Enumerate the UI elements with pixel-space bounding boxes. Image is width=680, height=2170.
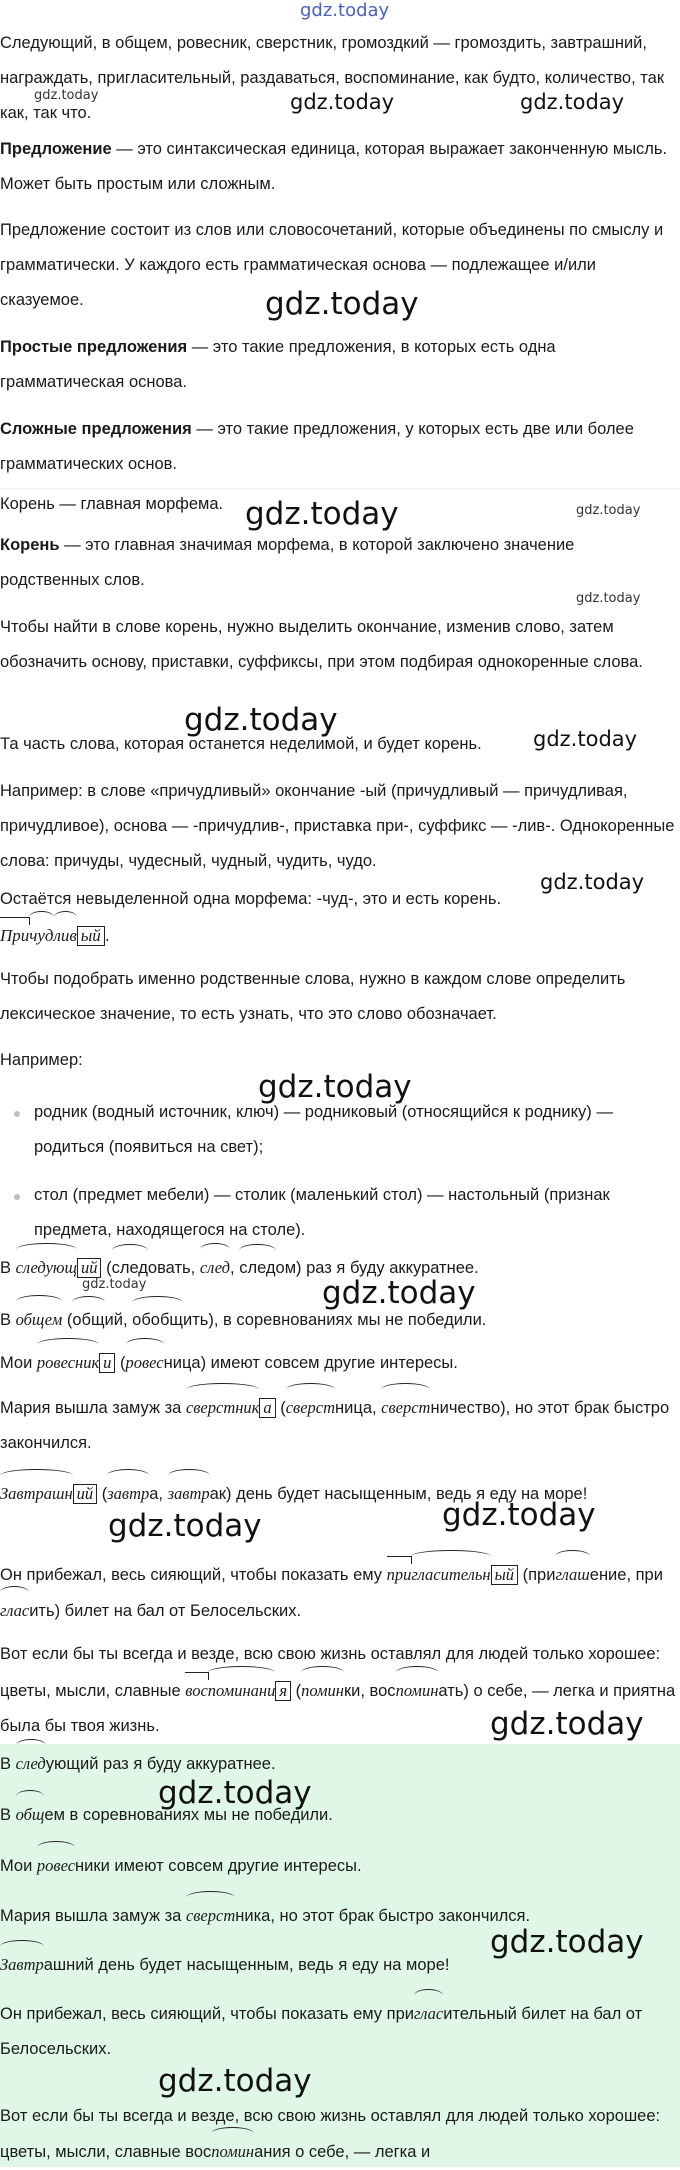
indivisible-rule: Та часть слова, которая останется неделимой, и будет корень. [0,735,482,753]
watermark: gdz.today [490,1924,644,1960]
watermark: gdz.today [34,88,99,103]
bullet-item: стол (предмет мебели) — столик (маленький стол) — настольный (признак предмета, находящегося на столе). [34,1186,610,1239]
answer-sentence-1: В следующий раз я буду аккуратнее. [0,1746,678,1782]
answer-sentence-2: В общем в соревнованиях мы не победили. [0,1797,678,1833]
example-label: Например: [0,1051,83,1069]
watermark: gdz.today [533,727,638,751]
morpheme-parse: Причудлив ый . [0,917,678,953]
answer-sentence-5: Завтрашний день будет насыщенным, ведь я еду на море! [0,1947,678,1983]
answer-sentence-4: Мария вышла замуж за сверстника, но этот брак быстро закончился. [0,1898,678,1934]
answer-sentence-7: Вот если бы ты всегда и везде, всю свою жизнь оставлял для людей только хорошее: цветы, мысли, славные воспоминания о себе, — легка и [0,2099,678,2170]
root-mark: чуд [29,918,53,953]
definition-complex: Сложные предложения — это такие предложения, у которых есть две или более грамматических основ. [0,420,634,473]
watermark: gdz.today [265,286,419,322]
watermark: gdz.today [540,870,645,894]
task-sentence-5: Завтрашн ий (завтра, завтрак) день будет насыщенным, ведь я еду на море! [0,1476,678,1512]
watermark: gdz.today [576,591,641,606]
term-sentence: Предложение [0,140,112,158]
definition-sentence: Предложение — это синтаксическая единица, которая выражает законченную мысль. Может быть простым или сложным. [0,140,668,193]
ending-box: ый [77,926,105,946]
watermark: gdz.today [108,1508,262,1544]
term-simple: Простые предложения [0,338,188,356]
answer-sentence-3: Мои ровесники имеют совсем другие интересы. [0,1848,678,1884]
suffix-mark: лив [54,918,77,953]
task-sentence-7: Вот если бы ты всегда и везде, всю свою жизнь оставлял для людей только хорошее: цветы, мысли, славные воспоминани я (поминки, воспоминать) о себе, — легка и приятна была бы твоя жизнь. [0,1645,676,1735]
watermark: gdz.today [258,1069,412,1105]
site-logo[interactable]: gdz.today [300,0,390,21]
find-root-rule: Чтобы найти в слове корень, нужно выделить окончание, изменив слово, затем обозначить основу, приставки, суффиксы, при этом подбирая однокоренные слова. [0,618,643,671]
watermark: gdz.today [490,1706,644,1742]
bullet-dot [14,1194,20,1200]
watermark: gdz.today [158,1775,312,1811]
task-sentence-1: В следующ ий (следовать, след, следом) раз я буду аккуратнее. [0,1250,678,1286]
watermark: gdz.today [520,90,625,114]
term-root: Корень [0,536,60,554]
watermark: gdz.today [576,503,641,518]
example-text: Например: в слове «причудливый» окончание -ый (причудливый — причудливая, причудливое), основа — -причудлив-, приставка при-, суффикс — -лив-. Однокоренные слова: причуды, чудесный, чудный, чудить, чудо. [0,782,675,870]
sentence-parts: Предложение состоит из слов или словосочетаний, которые объединены по смыслу и грамматически. У каждого есть грамматическая основа — подлежащее и/или сказуемое. [0,221,664,309]
watermark: gdz.today [442,1497,596,1533]
root-short: Корень — главная морфема. [0,495,224,513]
watermark: gdz.today [245,496,399,532]
watermark: gdz.today [158,2063,312,2099]
task-sentence-2: В общем (общий, обобщить), в соревнованиях мы не победили. [0,1302,678,1338]
definition-simple: Простые предложения — это такие предложения, в которых есть одна грамматическая основа. [0,338,556,391]
definition-root: Корень — это главная значимая морфема, в которой заключено значение родственных слов. [0,536,575,589]
watermark: gdz.today [184,702,338,738]
intro-words: Следующий, в общем, ровесник, сверстник, громоздкий — громоздить, завтрашний, награждать, пригласительный, раздаваться, воспоминание, как будто, количество, так как, так что. [0,34,665,122]
watermark: gdz.today [82,1277,147,1292]
bullet-item: родник (водный источник, ключ) — родниковый (относящийся к роднику) — родиться (появиться на свет); [34,1103,613,1156]
task-sentence-3: Мои ровесник и (ровесница) имеют совсем другие интересы. [0,1345,678,1381]
task-sentence-6: Он прибежал, весь сияющий, чтобы показать ему пригласительн ый (приглашение, пригласить) билет на бал от Белосельских. [0,1556,678,1629]
watermark: gdz.today [290,90,395,114]
term-complex: Сложные предложения [0,420,192,438]
bullet-dot [14,1111,20,1117]
remains-text: Остаётся невыделенной одна морфема: -чуд-, это и есть корень. [0,890,502,908]
answer-sentence-6: Он прибежал, весь сияющий, чтобы показать ему пригласительный билет на бал от Белосельских. [0,1996,678,2067]
related-words-rule: Чтобы подобрать именно родственные слова, нужно в каждом слове определить лексическое значение, то есть узнать, что это слово обозначает. [0,970,626,1023]
task-sentence-4: Мария вышла замуж за сверстник а (сверстница, сверстничество), но этот брак быстро закончился. [0,1390,678,1461]
prefix-mark: При [0,917,29,953]
watermark: gdz.today [322,1275,476,1311]
